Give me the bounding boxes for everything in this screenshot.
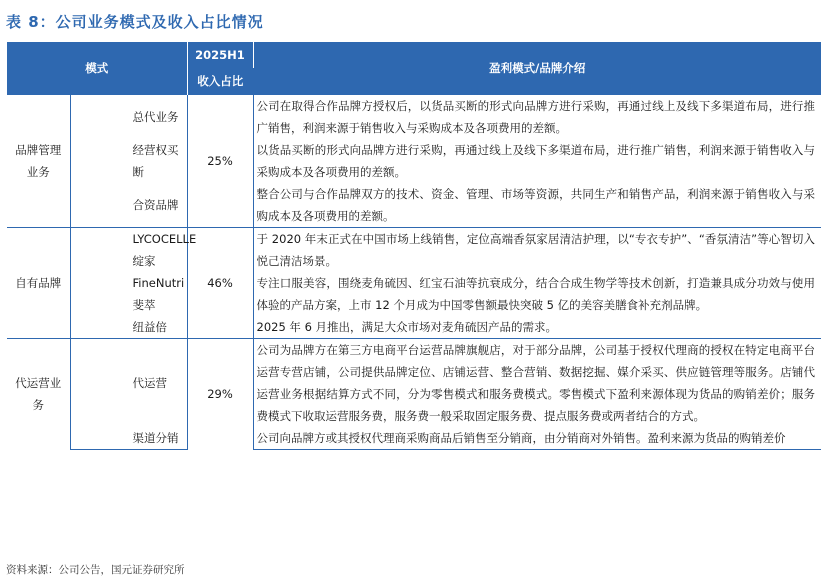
table-row <box>7 427 821 450</box>
table-title: 表 8：公司业务模式及收入占比情况 <box>6 13 264 31</box>
table-row <box>7 272 821 316</box>
table-row <box>7 339 821 428</box>
header-description: 盈利模式/品牌介绍 <box>253 42 821 95</box>
share-cell: 25% <box>187 95 253 228</box>
description-cell: 于 2020 年末正式在中国市场上线销售，定位高端香氛家居清洁护理，以“专衣专护”、“香氛清洁”等心智切入悦己清洁场景。 <box>253 228 821 273</box>
description-cell: 公司向品牌方或其授权代理商采购商品后销售至分销商，由分销商对外销售。盈利来源为货品的购销差价 <box>253 427 821 450</box>
table-row <box>7 316 821 339</box>
description-cell: 公司为品牌方在第三方电商平台运营品牌旗舰店，对于部分品牌，公司基于授权代理商的授权在特定电商平台运营专营店铺，公司提供品牌定位、店铺运营、整合营销、数据挖掘、媒介采买、供应链管理等服务。店铺代运营业务根据结算方式不同，分为零售模式和服务费模式。零售模式下盈利来源体现为货品的购销差价；服务费模式下收取运营服务费，服务费一般采取固定服务费、提点服务费或两者结合的方式。 <box>253 339 821 428</box>
segment-cell: 自有品牌 <box>7 228 70 339</box>
submode-cell: 经营权买断 <box>70 139 187 183</box>
submode-cell: 代运营 <box>70 339 187 428</box>
description-cell: 公司在取得合作品牌方授权后，以货品买断的形式向品牌方进行采购，再通过线上及线下多渠道布局，进行推广销售，利润来源于销售收入与采购成本及各项费用的差额。 <box>253 95 821 140</box>
description-cell: 2025 年 6 月推出，满足大众市场对麦角硫因产品的需求。 <box>256 320 558 334</box>
table-row <box>7 95 821 140</box>
submode-cell: 合资品牌 <box>70 183 187 228</box>
description-cell: 专注口服美容，围绕麦角硫因、红宝石油等抗衰成分，结合合成生物学等技术创新，打造兼具成分功效与使用体验的产品方案，上市 12 个月成为中国零售额最快突破 5 亿的美容美膳食补充剂品牌。 <box>256 276 815 312</box>
share-cell: 46% <box>187 228 253 339</box>
header-row <box>7 42 821 68</box>
submode-cell: FineNutri 斐萃 <box>70 272 187 316</box>
table-row <box>7 183 821 228</box>
header-mode: 模式 <box>7 42 187 95</box>
description-cell: 整合公司与合作品牌双方的技术、资金、管理、市场等资源，共同生产和销售产品，利润来源于销售收入与采购成本及各项费用的差额。 <box>256 187 815 223</box>
source-note: 资料来源：公司公告，国元证券研究所 <box>6 564 185 576</box>
segment-cell: 品牌管理业务 <box>7 95 70 228</box>
submode-cell: 纽益倍 <box>70 316 187 339</box>
description-cell: 以货品买断的形式向品牌方进行采购，再通过线上及线下多渠道布局，进行推广销售，利润来源于销售收入与采购成本及各项费用的差额。 <box>256 143 815 179</box>
table-row <box>7 139 821 183</box>
segment-cell: 代运营业务 <box>7 339 70 450</box>
header-period: 2025H1 <box>187 42 253 68</box>
header-share: 收入占比 <box>187 68 253 95</box>
submode-cell: 渠道分销 <box>70 427 187 450</box>
share-cell: 29% <box>187 339 253 450</box>
table-row <box>7 228 821 273</box>
business-model-table <box>7 42 821 450</box>
submode-cell: LYCOCELLE 绽家 <box>70 228 187 273</box>
submode-cell: 总代业务 <box>70 95 187 140</box>
